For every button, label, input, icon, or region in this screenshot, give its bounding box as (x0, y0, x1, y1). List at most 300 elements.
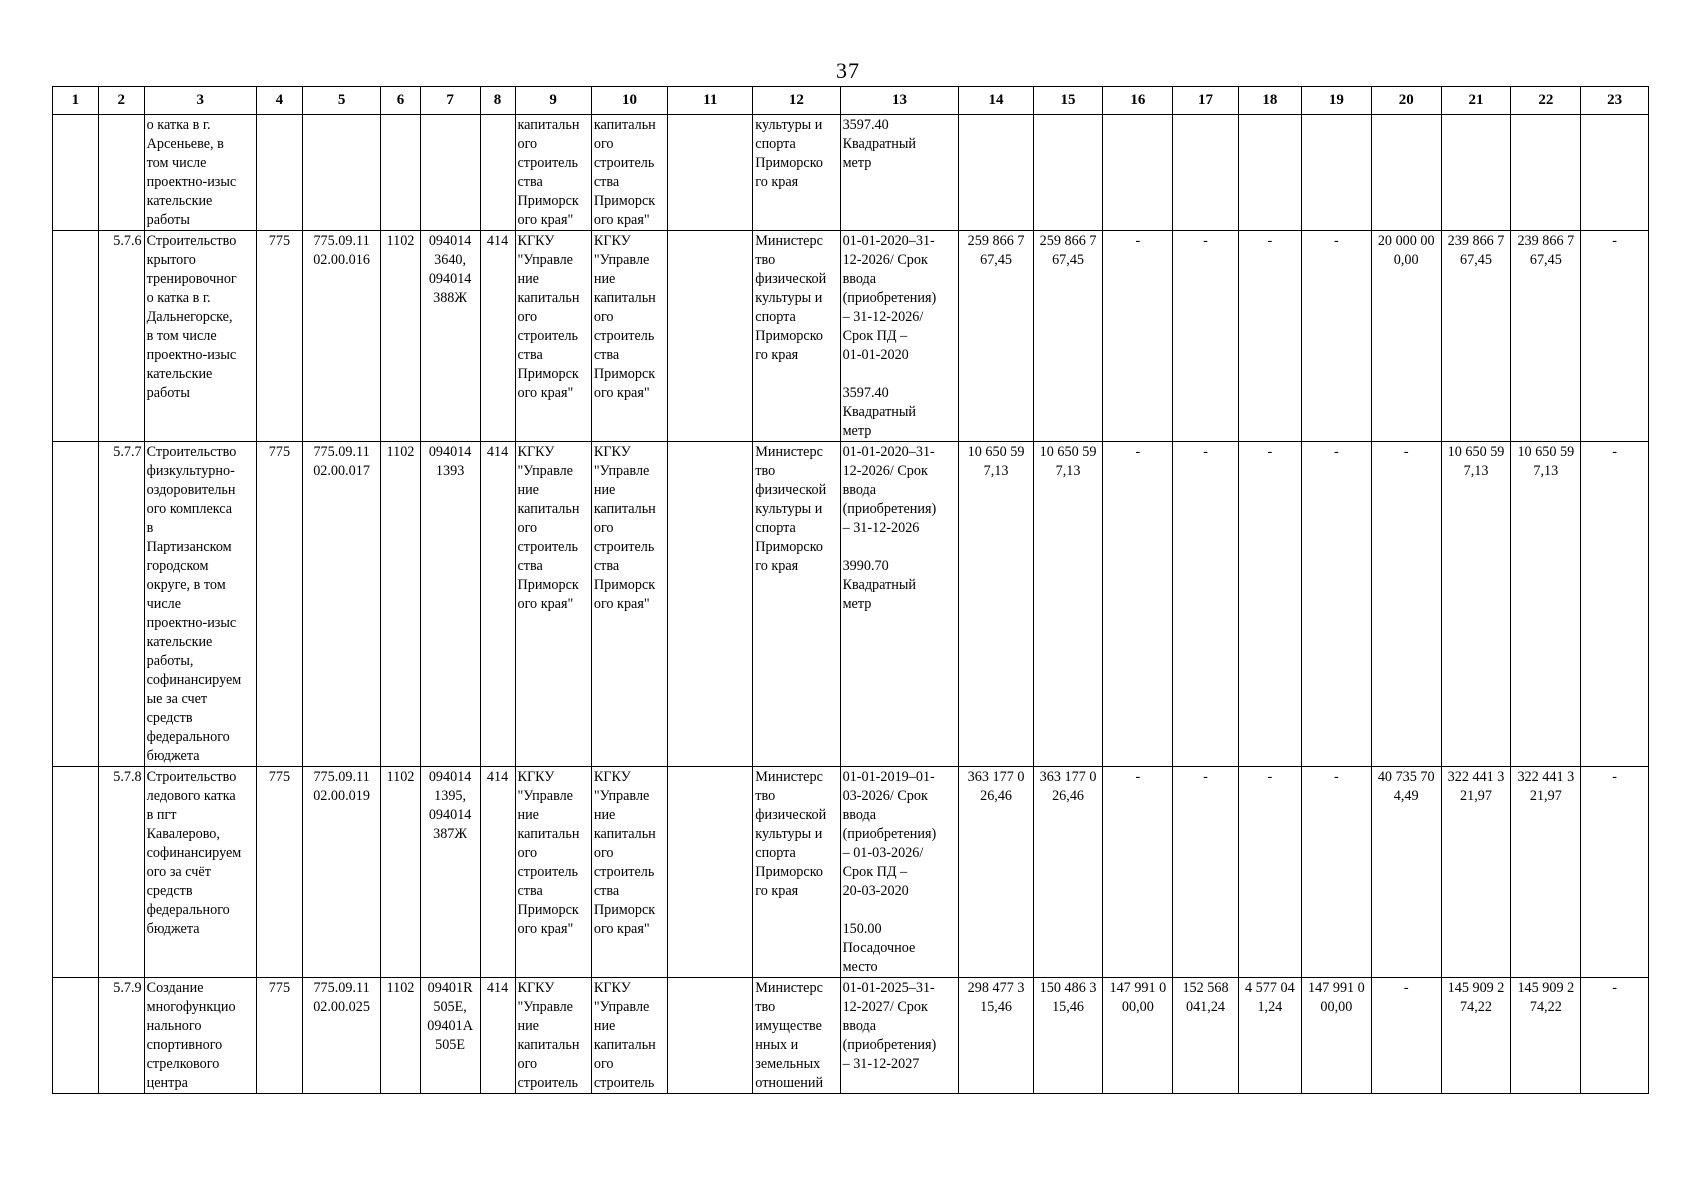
cell-text-line: го края (755, 347, 799, 363)
cell-text-line: – 01-03-2026/ (842, 845, 924, 861)
cell-text-line: Приморско (755, 155, 823, 171)
cell-text-line: го края (755, 558, 799, 574)
cell-text-line: физкультурно- (146, 463, 235, 479)
cell-text-line: софинансируем (146, 672, 242, 688)
table-cell-col1 (53, 767, 99, 978)
cell-text-line: 094014 (428, 233, 472, 249)
cell-text-line: тво (755, 463, 776, 479)
cell-text-line: ого комплекса (146, 501, 233, 517)
table-cell-col2 (98, 767, 144, 978)
table-cell-col14 (959, 767, 1033, 978)
cell-text-line: 239 866 7 (1447, 233, 1505, 249)
cell-text: 1102 (386, 444, 415, 460)
table-cell-col12 (753, 231, 840, 442)
table-cell-col16 (1103, 442, 1173, 767)
column-header-17: 17 (1173, 87, 1238, 115)
table-cell-col15 (1033, 767, 1103, 978)
table-cell-col5 (302, 115, 381, 231)
cell-text: 1102 (386, 233, 415, 249)
cell-text-line: 147 991 0 (1308, 980, 1365, 996)
table-cell-col5 (302, 231, 381, 442)
cell-text-line: "Управле (593, 788, 650, 804)
table-cell-col4 (256, 115, 302, 231)
cell-text-line: капитальн (593, 501, 656, 517)
cell-text-line (305, 116, 379, 135)
cell-text: - (1612, 233, 1617, 249)
table-cell-col14 (959, 231, 1033, 442)
table-cell-col13 (840, 115, 959, 231)
cell-text-line (1513, 116, 1578, 135)
cell-text: - (1612, 769, 1617, 785)
cell-text-line: 387Ж (433, 826, 468, 842)
table-cell-col6 (381, 115, 420, 231)
cell-text-line: нных и (755, 1037, 799, 1053)
cell-text-line: ние (593, 807, 616, 823)
cell-text-line: 26,46 (980, 788, 1013, 804)
table-row (53, 442, 1649, 767)
cell-text-line: 67,45 (1529, 252, 1562, 268)
cell-text-line: ввода (842, 1018, 877, 1034)
cell-text-line: 3990.70 (842, 558, 889, 574)
cell-text-line: нального (146, 1018, 202, 1034)
column-header-23: 23 (1581, 87, 1649, 115)
cell-text-line: 094014 (428, 807, 472, 823)
cell-text-line: 20-03-2020 (842, 883, 909, 899)
cell-text-line: ого (593, 845, 614, 861)
cell-text-line: капитальн (517, 117, 580, 133)
cell-text-line: оздоровительн (146, 482, 236, 498)
cell-text-line: 388Ж (433, 290, 468, 306)
cell-text: 5.7.6 (113, 233, 142, 249)
cell-text-line: числе (146, 596, 182, 612)
cell-text-line: - (1403, 444, 1409, 460)
cell-text-line: ства (593, 883, 620, 899)
cell-text-line: ого края" (593, 385, 650, 401)
cell-text-line: 01-01-2025–31- (842, 980, 935, 996)
table-cell-col10 (591, 767, 667, 978)
cell-text-line: – 31-12-2026 (842, 520, 920, 536)
cell-text-line: 363 177 0 (1039, 769, 1097, 785)
table-cell-col17 (1173, 442, 1238, 767)
table-cell-col16 (1103, 231, 1173, 442)
table-cell-col2 (98, 978, 144, 1094)
table-cell-col10 (591, 115, 667, 231)
cell-text: 414 (486, 233, 509, 249)
table-cell-col10 (591, 231, 667, 442)
table-cell-col4 (256, 978, 302, 1094)
table-cell-col1 (53, 442, 99, 767)
cell-text-line: - (1403, 980, 1409, 996)
cell-text-line: "Управле (517, 999, 573, 1015)
cell-text-line: Приморск (517, 366, 579, 382)
cell-text-line: Приморск (517, 902, 579, 918)
cell-text-line: 1,24 (1257, 999, 1283, 1015)
cell-text-line: кательские (146, 634, 213, 650)
table-cell-col20 (1371, 115, 1441, 231)
table-cell-col11 (668, 978, 753, 1094)
cell-text-line: КГКУ (517, 444, 555, 460)
table-cell-col8 (480, 442, 515, 767)
cell-text-line: том числе (146, 155, 207, 171)
cell-text-line (843, 901, 957, 920)
cell-text-line: метр (842, 423, 872, 439)
cell-text-line: строитель (517, 155, 578, 171)
cell-text-line: 10 650 59 (1447, 444, 1505, 460)
cell-text-line: 00,00 (1121, 999, 1154, 1015)
cell-text-line: 259 866 7 (1039, 233, 1097, 249)
cell-text-line: округе, в том (146, 577, 226, 593)
cell-text-line: Квадратный (842, 136, 916, 152)
table-cell-col3 (144, 442, 256, 767)
table-cell-col15 (1033, 978, 1103, 1094)
cell-text-line: (приобретения) (842, 1037, 937, 1053)
cell-text-line: КГКУ (593, 233, 631, 249)
column-header-4: 4 (256, 87, 302, 115)
table-cell-col12 (753, 767, 840, 978)
cell-text-line: место (842, 959, 878, 975)
cell-text-line: 239 866 7 (1517, 233, 1575, 249)
table-cell-col6 (381, 442, 420, 767)
cell-text-line: "Управле (517, 252, 573, 268)
cell-text-line: физической (755, 807, 827, 823)
cell-text-line: проектно-изыс (146, 347, 237, 363)
cell-text-line: строитель (593, 155, 655, 171)
cell-text-line: 1395, (434, 788, 467, 804)
cell-text-line: ледового катка (146, 788, 236, 804)
header-row (53, 87, 1649, 115)
cell-text-line: 26,46 (1052, 788, 1084, 804)
cell-text-line: строитель (517, 864, 578, 880)
cell-text-line: 4,49 (1393, 788, 1419, 804)
cell-text-line: Арсеньеве, в (146, 136, 224, 152)
table-cell-col3 (144, 115, 256, 231)
cell-text-line (1444, 116, 1509, 135)
cell-text-line: – 31-12-2026/ (842, 309, 924, 325)
page-number: 37 (836, 58, 860, 83)
cell-text-line: Посадочное (842, 940, 916, 956)
table-cell-col7 (420, 767, 480, 978)
table-cell-col18 (1238, 978, 1301, 1094)
column-header-10: 10 (591, 87, 667, 115)
cell-text: - (1135, 233, 1141, 249)
cell-text-line: Министерс (755, 769, 823, 785)
cell-text-line: 67,45 (1052, 252, 1084, 268)
table-cell-col3 (144, 231, 256, 442)
cell-text: - (1203, 233, 1208, 249)
cell-text-line: го края (755, 883, 799, 899)
table-cell-col13 (840, 231, 959, 442)
table-cell-col23 (1581, 231, 1649, 442)
table-cell-col14 (959, 115, 1033, 231)
cell-text-line: строитель (593, 328, 655, 344)
cell-text-line: капитальн (593, 826, 656, 842)
table-cell-col12 (753, 442, 840, 767)
cell-text-line: многофункцио (146, 999, 236, 1015)
cell-text-line: в (146, 520, 154, 536)
cell-text-line: средств (146, 883, 193, 899)
cell-text-line: софинансируем (146, 845, 242, 861)
cell-text-line: Строительство (146, 444, 237, 460)
cell-text-line: Квадратный (842, 577, 916, 593)
cell-text: 5.7.9 (113, 980, 142, 996)
table-cell-col6 (381, 767, 420, 978)
table-cell-col9 (515, 442, 591, 767)
cell-text-line: 09401А (427, 1018, 473, 1034)
table-cell-col12 (753, 115, 840, 231)
table-cell-col21 (1441, 978, 1511, 1094)
table-cell-col6 (381, 231, 420, 442)
column-header-7: 7 (420, 87, 480, 115)
table-cell-col16 (1103, 767, 1173, 978)
cell-text-line: спорта (755, 845, 796, 861)
cell-text-line: 02.00.016 (313, 252, 370, 268)
cell-text-line: ние (517, 1018, 539, 1034)
cell-text-line: 10 650 59 (967, 444, 1025, 460)
cell-text-line: "Управле (517, 788, 573, 804)
cell-text-line: КГКУ (517, 233, 555, 249)
table-cell-col7 (420, 442, 480, 767)
cell-text-line: бюджета (146, 748, 200, 764)
cell-text-line: ввода (842, 482, 877, 498)
cell-text: - (1334, 769, 1339, 785)
cell-text-line: 3597.40 (842, 117, 889, 133)
cell-text-line: ого края" (517, 212, 574, 228)
cell-text-line: 3640, (434, 252, 467, 268)
table-cell-col21 (1441, 115, 1511, 231)
table-cell-col4 (256, 442, 302, 767)
table-cell-col11 (668, 231, 753, 442)
cell-text-line: строитель (517, 328, 578, 344)
table-cell-col3 (144, 767, 256, 978)
cell-text-line (1374, 116, 1439, 135)
table-cell-col13 (840, 767, 959, 978)
cell-text: 414 (486, 769, 509, 785)
table-cell-col20 (1371, 442, 1441, 767)
cell-text: - (1203, 444, 1208, 460)
cell-text-line: ого (517, 520, 538, 536)
table-cell-col4 (256, 767, 302, 978)
cell-text-line: 7,13 (1055, 463, 1081, 479)
cell-text-line: строитель (593, 539, 655, 555)
cell-text-line: тво (755, 788, 776, 804)
cell-text-line: 259 866 7 (967, 233, 1025, 249)
cell-text-line: культуры и (755, 117, 823, 133)
table-cell-col1 (53, 115, 99, 231)
cell-text-line: ого (517, 136, 538, 152)
cell-text-line: 12-2026/ Срок (842, 463, 928, 479)
table-cell-col11 (668, 767, 753, 978)
cell-text-line: 0,00 (1393, 252, 1419, 268)
cell-text-line: КГКУ (593, 769, 631, 785)
table-cell-col20 (1371, 767, 1441, 978)
cell-text-line: кательские (146, 366, 213, 382)
cell-text: 775 (268, 233, 291, 249)
cell-text-line: ого (593, 309, 614, 325)
table-cell-col4 (256, 231, 302, 442)
column-header-3: 3 (144, 87, 256, 115)
table-cell-col22 (1511, 978, 1581, 1094)
cell-text-line: ввода (842, 807, 877, 823)
cell-text-line: культуры и (755, 826, 823, 842)
cell-text-line: 02.00.019 (313, 788, 370, 804)
column-header-2: 2 (98, 87, 144, 115)
cell-text-line: спортивного (146, 1037, 223, 1053)
cell-text-line: 40 735 70 (1377, 769, 1435, 785)
table-cell-col18 (1238, 442, 1301, 767)
cell-text-line: 505Е, (433, 999, 467, 1015)
table-cell-col11 (668, 115, 753, 231)
column-header-12: 12 (753, 87, 840, 115)
cell-text-line: 152 568 (1182, 980, 1229, 996)
cell-text-line (1036, 116, 1101, 135)
cell-text-line: о катка в г. (146, 290, 211, 306)
cell-text-line: строитель (517, 539, 578, 555)
cell-text-line: 20 000 00 (1377, 233, 1435, 249)
cell-text-line: ые за счет (146, 691, 208, 707)
cell-text: - (1135, 769, 1141, 785)
table-cell-col9 (515, 115, 591, 231)
column-header-14: 14 (959, 87, 1033, 115)
cell-text-line: 150 486 3 (1039, 980, 1097, 996)
table-cell-col17 (1173, 231, 1238, 442)
cell-text-line: 00,00 (1320, 999, 1353, 1015)
cell-text-line: отношений (755, 1075, 824, 1091)
cell-text-line: культуры и (755, 290, 823, 306)
cell-text-line: метр (842, 596, 872, 612)
cell-text-line: ства (517, 558, 543, 574)
cell-text-line: 67,45 (980, 252, 1013, 268)
cell-text-line: 10 650 59 (1517, 444, 1575, 460)
column-header-22: 22 (1511, 87, 1581, 115)
column-header-15: 15 (1033, 87, 1103, 115)
table-cell-col19 (1301, 442, 1371, 767)
table-cell-col8 (480, 231, 515, 442)
cell-text-line: КГКУ (593, 444, 631, 460)
cell-text: - (1267, 444, 1273, 460)
cell-text-line: имуществе (755, 1018, 822, 1034)
cell-text-line: федерального (146, 729, 230, 745)
table-cell-col23 (1581, 442, 1649, 767)
cell-text-line: капитальн (593, 117, 656, 133)
cell-text-line: Приморск (593, 577, 656, 593)
cell-text-line: ого за счёт (146, 864, 211, 880)
cell-text: - (1612, 980, 1617, 996)
cell-text-line: Партизанском (146, 539, 232, 555)
cell-text: - (1334, 233, 1339, 249)
table-cell-col21 (1441, 767, 1511, 978)
cell-text: - (1135, 444, 1141, 460)
table-cell-col21 (1441, 442, 1511, 767)
cell-text-line: в пгт (146, 807, 177, 823)
table-cell-col8 (480, 978, 515, 1094)
table-cell-col2 (98, 231, 144, 442)
cell-text-line: Приморско (755, 328, 823, 344)
cell-text-line: 12-2027/ Срок (842, 999, 928, 1015)
cell-text-line: ого (517, 845, 538, 861)
column-header-8: 8 (480, 87, 515, 115)
cell-text-line: метр (842, 155, 872, 171)
cell-text-line: культуры и (755, 501, 823, 517)
cell-text-line: Кавалерово, (146, 826, 220, 842)
table-cell-col20 (1371, 978, 1441, 1094)
cell-text-line: 322 441 3 (1517, 769, 1575, 785)
cell-text-line: капитальн (517, 290, 580, 306)
cell-text-line: Срок ПД – (842, 864, 908, 880)
cell-text-line: проектно-изыс (146, 615, 237, 631)
table-cell-col16 (1103, 978, 1173, 1094)
cell-text-line: ого (593, 520, 614, 536)
cell-text-line: 150.00 (842, 921, 882, 937)
table-cell-col19 (1301, 231, 1371, 442)
cell-text-line (843, 538, 957, 557)
cell-text-line: ние (593, 482, 616, 498)
cell-text-line: 03-2026/ Срок (842, 788, 928, 804)
table-cell-col22 (1511, 231, 1581, 442)
cell-text-line: стрелкового (146, 1056, 220, 1072)
cell-text-line: 4 577 04 (1245, 980, 1295, 996)
cell-text-line: работы, (146, 653, 194, 669)
cell-text: 414 (486, 980, 509, 996)
cell-text: 1102 (386, 980, 415, 996)
cell-text-line: 74,22 (1529, 999, 1562, 1015)
cell-text: - (1334, 444, 1339, 460)
table-cell-col3 (144, 978, 256, 1094)
cell-text-line: 74,22 (1460, 999, 1492, 1015)
cell-text-line: Приморско (755, 539, 823, 555)
cell-text-line: физической (755, 271, 827, 287)
cell-text-line: ого (517, 309, 538, 325)
cell-text-line: Квадратный (842, 404, 916, 420)
cell-text-line (423, 116, 478, 135)
table-cell-col7 (420, 231, 480, 442)
cell-text-line: Приморск (517, 193, 579, 209)
cell-text-line: Строительство (146, 233, 237, 249)
cell-text-line: 775.09.11 (313, 769, 370, 785)
column-header-19: 19 (1301, 87, 1371, 115)
cell-text: 775 (268, 444, 291, 460)
cell-text-line: Приморск (593, 366, 656, 382)
cell-text-line: ства (593, 174, 620, 190)
table-cell-col2 (98, 442, 144, 767)
data-table (52, 86, 1649, 1094)
cell-text-line: 01-01-2019–01- (842, 769, 935, 785)
cell-text-line: федерального (146, 902, 230, 918)
cell-text-line: спорта (755, 520, 796, 536)
table-cell-col9 (515, 231, 591, 442)
cell-text: 5.7.7 (113, 444, 142, 460)
cell-text-line: средств (146, 710, 193, 726)
cell-text-line: (приобретения) (842, 290, 937, 306)
column-header-16: 16 (1103, 87, 1173, 115)
cell-text-line: ства (517, 347, 543, 363)
cell-text: 5.7.8 (113, 769, 142, 785)
cell-text-line: 7,13 (983, 463, 1009, 479)
cell-text-line: 298 477 3 (967, 980, 1025, 996)
cell-text: 775 (268, 980, 291, 996)
cell-text-line: Приморск (593, 902, 656, 918)
cell-text-line: 145 909 2 (1517, 980, 1575, 996)
cell-text-line: 15,46 (980, 999, 1013, 1015)
cell-text-line: 147 991 0 (1109, 980, 1167, 996)
table-cell-col10 (591, 978, 667, 1094)
cell-text-line: 21,97 (1460, 788, 1492, 804)
cell-text-line: 1393 (435, 463, 465, 479)
cell-text-line: капитальн (517, 826, 580, 842)
table-cell-col14 (959, 978, 1033, 1094)
cell-text-line: 21,97 (1529, 788, 1562, 804)
column-header-11: 11 (668, 87, 753, 115)
cell-text-line: 3597.40 (842, 385, 889, 401)
